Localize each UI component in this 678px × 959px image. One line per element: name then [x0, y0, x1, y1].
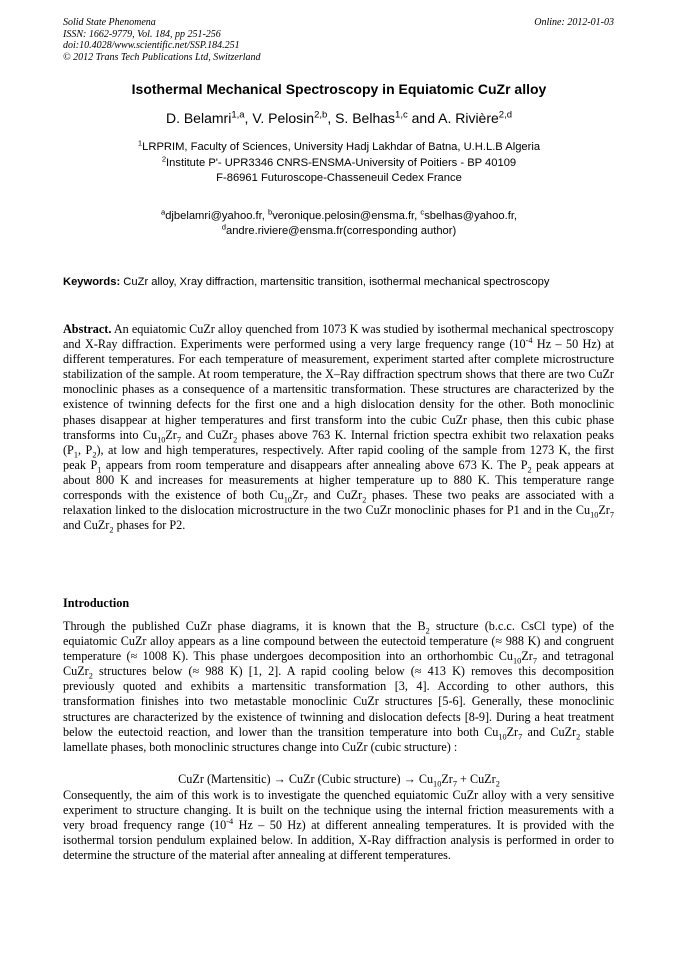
intro-sub: 7 [532, 656, 537, 666]
copyright-line: © 2012 Trans Tech Publications Ltd, Switzerland [63, 51, 261, 63]
email-sup: a [160, 207, 166, 217]
abstract-sub: 2 [92, 450, 97, 460]
keywords-text: CuZr alloy, Xray diffraction, martensitic transition, isothermal mechanical spectroscopy [120, 276, 550, 288]
author-sep: and [407, 110, 439, 126]
email-sup: c [420, 207, 425, 217]
abstract-sub: 7 [609, 510, 614, 520]
intro-sub: 10 [498, 732, 507, 742]
abstract-text: Zr [165, 427, 177, 442]
email-link[interactable]: sbelhas@yahoo.fr, [424, 210, 518, 222]
formula-text: CuZr (Martensitic) → CuZr (Cubic structure) → Cu [178, 772, 434, 786]
abstract-text: Hz – 50 Hz) at different temperatures. For each temperature of measurement, experiment started after complete microstructure stabilization of the sample. At room temperature, the X–Ray diffraction spectrum shows that there are two CuZr monoclinic phases as a consequence of a martensitic transformation. These structures are characterized by the existence of twinning defects for the first one and a high dislocation density for the other. Both monoclinic phases disappear at higher temperatures and first transform into the cubic CuZr phase, then this cubic phase transforms into Cu [63, 337, 615, 442]
abstract-text: and CuZr [181, 427, 234, 442]
abstract-label: Abstract. [63, 322, 112, 336]
formula-text: + CuZr [456, 772, 496, 786]
abstract-text: Zr [598, 503, 610, 518]
paper-title: Isothermal Mechanical Spectroscopy in Equiatomic CuZr alloy [131, 81, 547, 97]
abstract-sub: 7 [176, 435, 182, 445]
abstract-sup: -4 [525, 336, 533, 346]
author-sep: , [327, 110, 336, 126]
abstract-text: peak appears at about 800 K and increases for measurements at higher temperature up to 880 K. This temperature range corresponds with the existence of both Cu [63, 457, 614, 503]
abstract-sub: 10 [157, 435, 166, 445]
formula-sub: 2 [495, 779, 500, 789]
author-name: D. Belamri [165, 110, 232, 126]
journal-name: Solid State Phenomena [63, 17, 156, 28]
abstract-text: and CuZr [63, 518, 110, 533]
author-list [0, 110, 678, 126]
email-line-1 [0, 209, 678, 224]
email-link[interactable]: veronique.pelosin@ensma.fr, [272, 210, 421, 222]
intro-text: Zr [506, 724, 519, 739]
intro-text: and tetragonal CuZr [63, 649, 615, 679]
author-sup: 2,b [314, 109, 328, 121]
abstract-text: Zr [291, 488, 304, 503]
abstract-text: An equiatomic CuZr alloy quenched from 1073 K was studied by isothermal mechanical spectroscopy and X-Ray diffraction. Experiments were performed using a very large frequency range (10 [63, 322, 614, 352]
email-link[interactable]: andre.riviere@ensma.fr(corresponding author) [225, 225, 457, 237]
intro-text: structure (b.c.c. CsCl type) of the equiatomic CuZr alloy appears as a line compound between the eutectoid temperature (≈ 988 K) and congruent temperature (≈ 1008 K). This phase undergoes decomposition into an orthorhombic Cu [63, 619, 614, 664]
email-sup: b [267, 207, 273, 217]
email-sup: d [221, 222, 226, 232]
abstract-text: phases for P2. [113, 518, 186, 533]
affiliation-sup: 2 [161, 153, 167, 163]
abstract-sub: 2 [233, 435, 238, 445]
abstract-text: appears from room temperature and disappears after annealing above 673 K. The P [101, 457, 528, 472]
intro-text: Zr [521, 649, 533, 664]
intro-sub: 2 [425, 626, 430, 636]
doi-line[interactable]: doi:10.4028/www.scientific.net/SSP.184.251 [63, 40, 240, 52]
affiliation-sup: 1 [137, 138, 143, 148]
issn-line: ISSN: 1662-9779, Vol. 184, pp 251-256 [63, 28, 221, 40]
author-name: A. Rivière [438, 110, 499, 126]
intro-sub: 10 [513, 656, 522, 666]
introduction-paragraph-2 [63, 788, 614, 863]
intro-text: stable lamellate phases, both monoclinic structures change into CuZr (cubic structure) : [63, 724, 614, 754]
affiliation-text: LRPRIM, Faculty of Sciences, University Hadj Lakhdar of Batna, U.H.L.B Algeria [142, 141, 541, 153]
affiliation-text: Institute P'- UPR3346 CNRS-ENSMA-University of Poitiers - BP 40109 [166, 156, 517, 169]
keywords [63, 276, 623, 288]
affiliation-2-address: F-86961 Futuroscope-Chasseneuil Cedex France [216, 172, 462, 185]
abstract-paragraph [63, 322, 614, 533]
intro-text: Hz – 50 Hz) at different annealing temperatures. It is provided with the isothermal torsion pendulum explained below. In addition, X-Ray diffraction analysis is performed in order to determine the structure of the material after annealing at different temperatures. [63, 818, 614, 863]
abstract-text: , P [77, 442, 93, 457]
journal-header [63, 17, 261, 63]
abstract-text: and CuZr [307, 488, 363, 503]
author-sup: 1,a [231, 109, 245, 121]
email-block [0, 209, 678, 239]
intro-sub: 2 [576, 732, 581, 742]
author-name: V. Pelosin [252, 110, 315, 126]
abstract-sub: 2 [109, 525, 114, 535]
intro-text: and CuZr [522, 724, 577, 739]
section-heading-introduction: Introduction [63, 596, 130, 610]
intro-text: Consequently, the aim of this work is to investigate the quenched equiatomic CuZr alloy with a very sensitive experiment to structure changing. It is built on the technique using the internal friction measurements with a very broad frequency range (10 [63, 788, 614, 833]
affiliations [0, 140, 678, 187]
online-date: Online: 2012-01-03 [534, 17, 614, 28]
abstract-sub: 1 [97, 465, 102, 475]
reaction-formula [0, 772, 678, 787]
introduction-paragraph-1 [63, 619, 614, 755]
author-sup: 1,c [395, 109, 408, 121]
intro-text: structures below (≈ 988 K) [1, 2]. A rapid cooling below (≈ 413 K) removes this decomposition previously quoted and exhibits a martensitic transformation [3, 4]. According to other authors, this transformation finishes into two metastable monoclinic CuZr structures [5-6]. Generally, these monoclinic structures are characterized by the existence of twinning and dislocation defects [8-9]. During a heat treatment below the eutectoid reaction, and lower than the transition temperature into both Cu [63, 664, 614, 739]
keywords-label: Keywords: [63, 276, 121, 288]
author-sep: , [244, 110, 253, 126]
affiliation-2 [0, 153, 678, 172]
abstract-sub: 10 [590, 510, 599, 520]
abstract-sub: 1 [73, 450, 78, 460]
formula-text: Zr [441, 772, 453, 786]
abstract-text: phases. These two peaks are associated with a relaxation linked to the dislocation microstructure in the two CuZr monoclinic phases for P1 and in the Cu [63, 488, 614, 518]
abstract-sub: 2 [527, 465, 532, 475]
formula-sub: 7 [452, 779, 457, 789]
abstract-text: phases above 763 K. Internal friction spectra exhibit two relaxation peaks (P [63, 427, 615, 457]
abstract-sub: 2 [362, 495, 367, 505]
author-name: S. Belhas [335, 110, 396, 126]
intro-sub: 7 [518, 732, 523, 742]
abstract-sub: 10 [283, 495, 292, 505]
email-link[interactable]: djbelamri@yahoo.fr, [165, 210, 268, 222]
intro-text: Through the published CuZr phase diagrams, it is known that the B [63, 619, 426, 633]
formula-sub: 10 [433, 779, 442, 789]
abstract-sub: 7 [303, 495, 308, 505]
abstract-text: ), at low and high temperatures, respectively. After rapid cooling of the sample from 1273 K, the first peak P [63, 442, 615, 472]
affiliation-1 [0, 140, 678, 156]
intro-sub: 2 [88, 671, 93, 681]
intro-sup: -4 [226, 817, 234, 827]
author-sup: 2,d [498, 109, 513, 121]
email-line-2 [0, 224, 678, 239]
